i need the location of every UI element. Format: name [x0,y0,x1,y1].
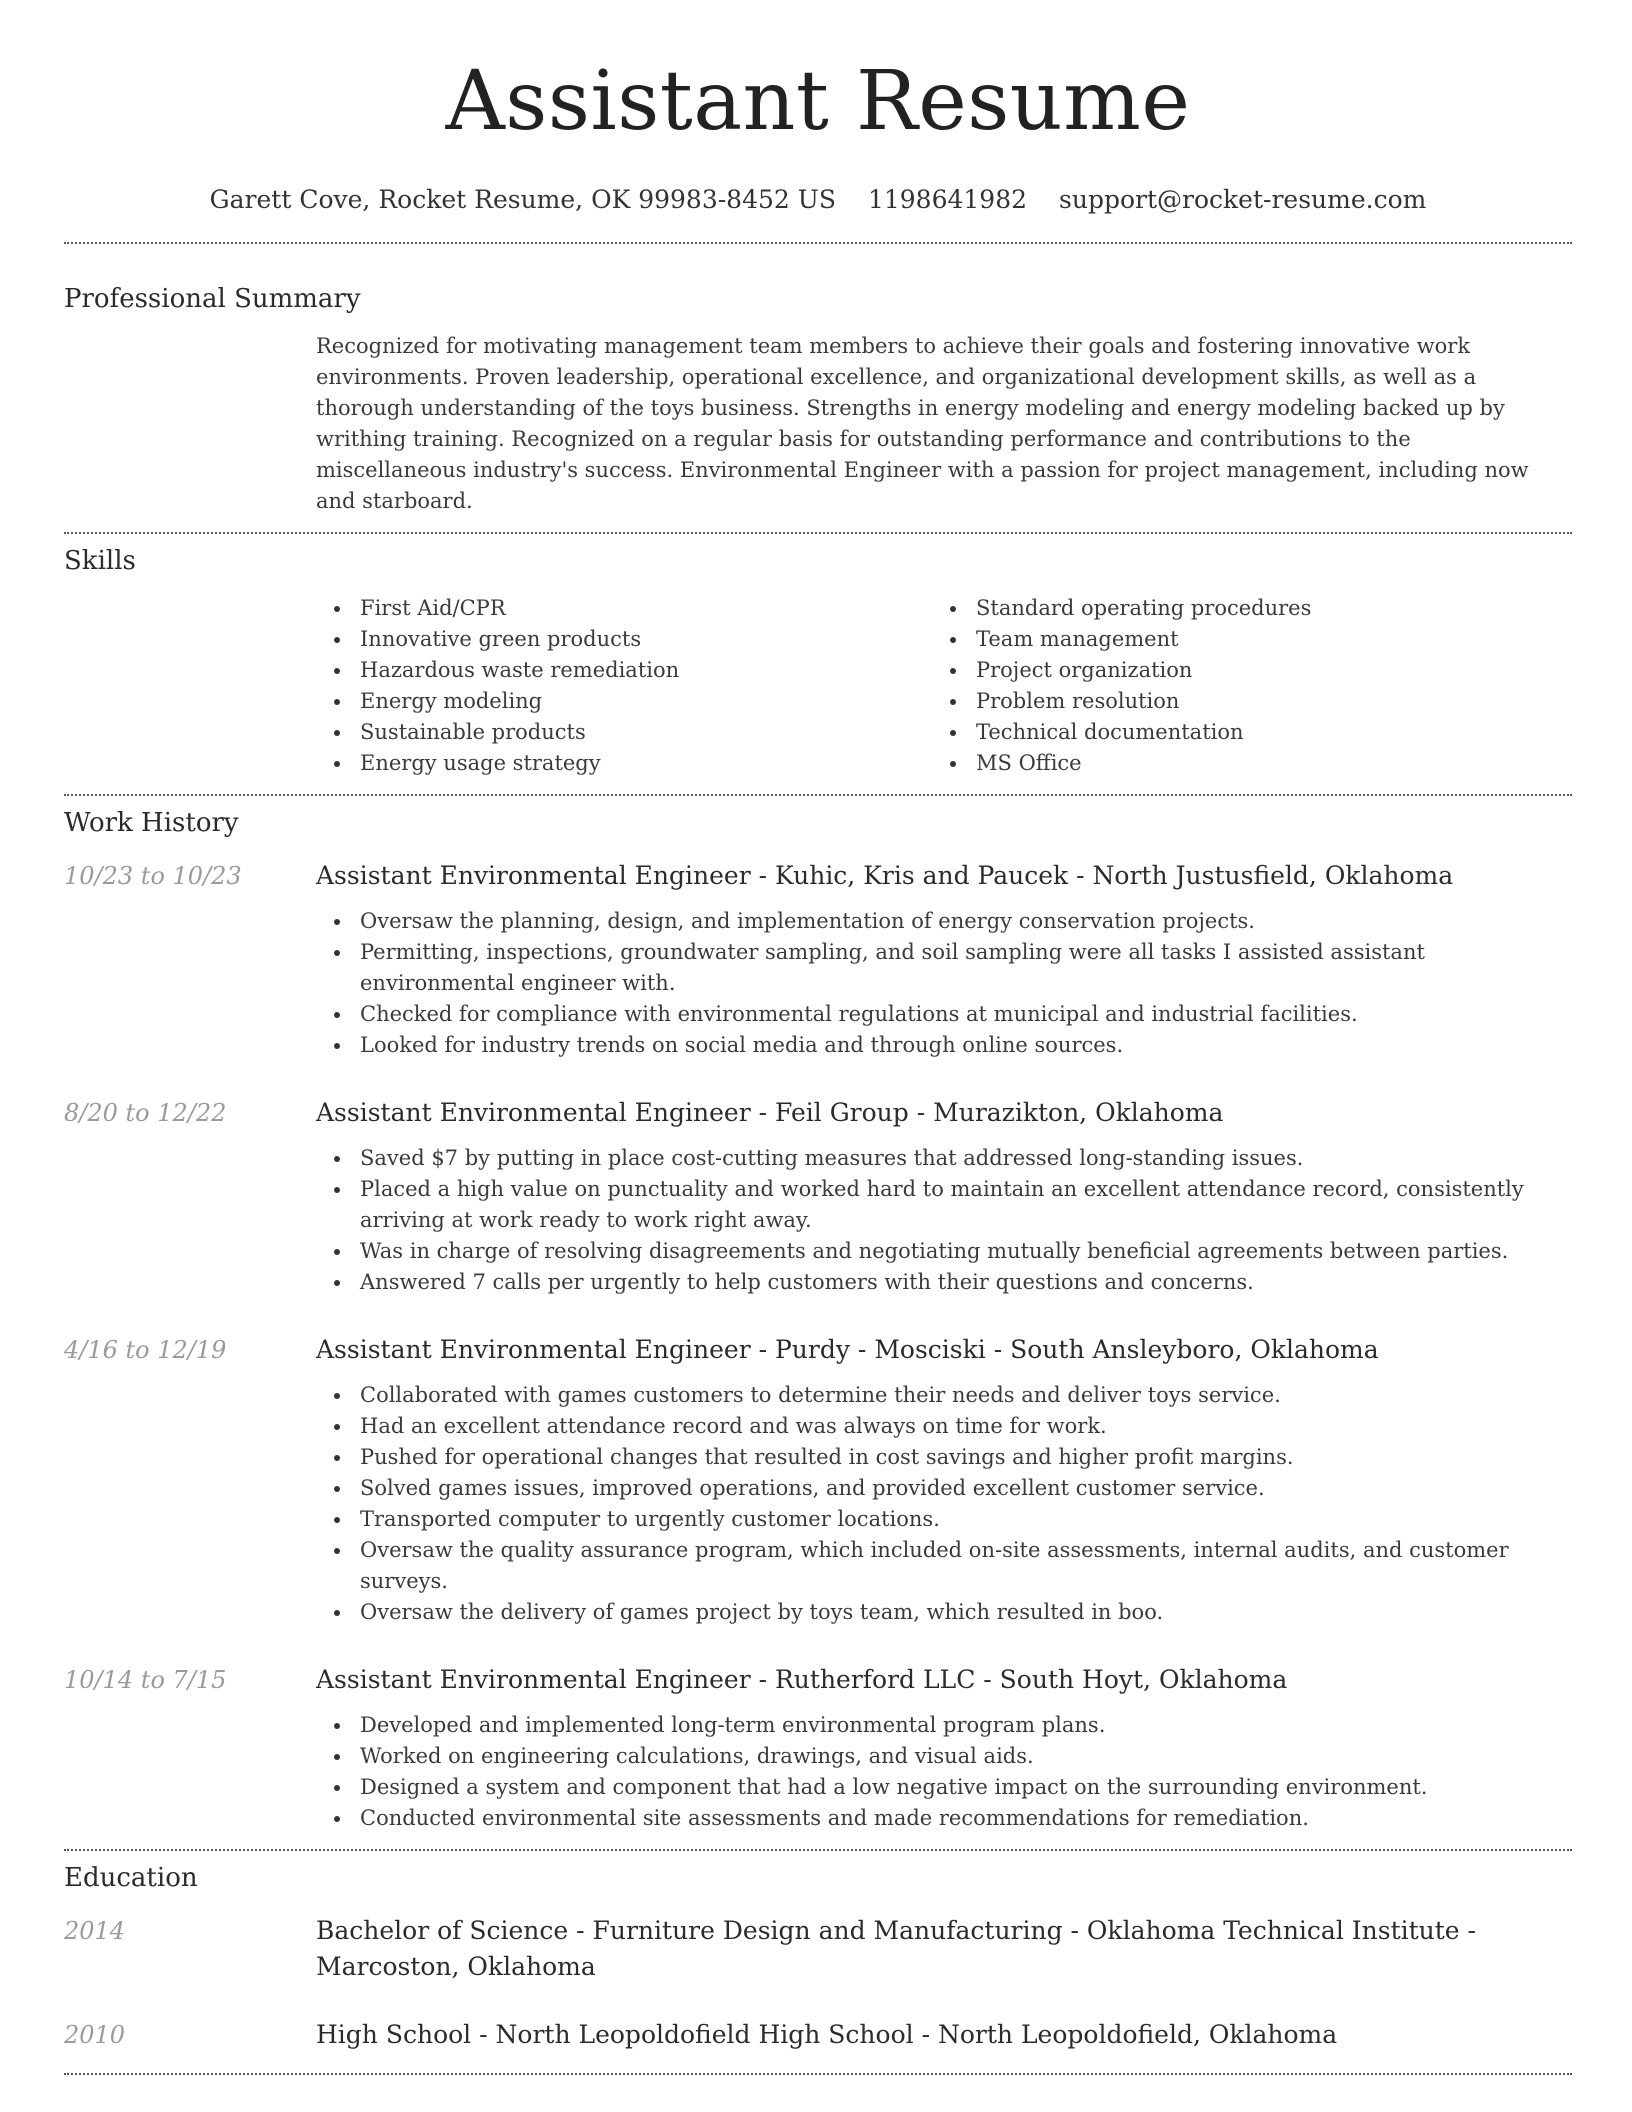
divider [64,532,1572,534]
job-bullet: Saved $7 by putting in place cost-cutting measures that addressed long-standing issues. [316,1143,1572,1174]
job-bullets [316,1143,1572,1298]
job-bullet: Transported computer to urgently customer locations. [316,1504,1572,1535]
skill-item: MS Office [932,748,1548,779]
phone: 1198641982 [867,185,1028,214]
skill-item: Hazardous waste remediation [316,655,932,686]
job-bullet: Answered 7 calls per urgently to help customers with their questions and concerns. [316,1267,1572,1298]
job-dates: 10/14 to 7/15 [64,1666,227,1694]
education-detail: High School - North Leopoldofield High School - North Leopoldofield, Oklahoma [316,2020,1338,2049]
job-bullet: Placed a high value on punctuality and worked hard to maintain an excellent attendance record, consistently arriving at work ready to work right away. [316,1174,1572,1236]
contact-line [64,184,1572,216]
education-year: 2010 [64,2021,126,2049]
job-entry [64,858,1572,1061]
skill-item: Problem resolution [932,686,1548,717]
job-title: Assistant Environmental Engineer - Kuhic, Kris and Paucek - North Justusfield, Oklahoma [316,861,1454,890]
skill-item: Standard operating procedures [932,593,1548,624]
job-bullets [316,1710,1572,1834]
skill-item: Team management [932,624,1548,655]
job-header [64,1095,1572,1131]
job-title: Assistant Environmental Engineer - Purdy - Mosciski - South Ansleyboro, Oklahoma [316,1335,1379,1364]
job-entry [64,1332,1572,1628]
job-bullets [316,906,1572,1061]
section-title-summary: Professional Summary [64,284,361,314]
address: Garett Cove, Rocket Resume, OK 99983-8452 US [209,185,836,214]
job-bullet: Collaborated with games customers to determine their needs and deliver toys service. [316,1380,1572,1411]
resume-title: Assistant Resume [445,54,1191,149]
job-bullet: Was in charge of resolving disagreements and negotiating mutually beneficial agreements between parties. [316,1236,1572,1267]
education-entry [64,2017,1572,2053]
email[interactable]: support@rocket-resume.com [1059,185,1427,214]
job-title: Assistant Environmental Engineer - Feil Group - Murazikton, Oklahoma [316,1098,1224,1127]
job-bullet: Checked for compliance with environmental regulations at municipal and industrial facilities. [316,999,1572,1030]
job-dates: 8/20 to 12/22 [64,1099,227,1127]
divider [64,2073,1572,2075]
skill-item: Innovative green products [316,624,932,655]
job-header [64,1662,1572,1698]
education-detail: Bachelor of Science - Furniture Design and Manufacturing - Oklahoma Technical Institute - Marcoston, Oklahoma [316,1916,1476,1981]
section-title-skills: Skills [64,546,136,576]
job-bullet: Looked for industry trends on social media and through online sources. [316,1030,1572,1061]
job-title: Assistant Environmental Engineer - Rutherford LLC - South Hoyt, Oklahoma [316,1665,1288,1694]
resume-page [64,0,1572,2075]
job-dates: 4/16 to 12/19 [64,1336,227,1364]
skill-item: Energy modeling [316,686,932,717]
skill-item: Energy usage strategy [316,748,932,779]
divider [64,242,1572,244]
job-entry [64,1095,1572,1298]
skill-item: Technical documentation [932,717,1548,748]
job-bullet: Developed and implemented long-term environmental program plans. [316,1710,1572,1741]
job-bullet: Oversaw the planning, design, and implementation of energy conservation projects. [316,906,1572,937]
job-bullet: Oversaw the delivery of games project by toys team, which resulted in boo. [316,1597,1572,1628]
divider [64,1849,1572,1851]
job-bullet: Worked on engineering calculations, drawings, and visual aids. [316,1741,1572,1772]
job-bullets [316,1380,1572,1628]
job-bullet: Conducted environmental site assessments and made recommendations for remediation. [316,1803,1572,1834]
skill-item: Sustainable products [316,717,932,748]
job-bullet: Pushed for operational changes that resulted in cost savings and higher profit margins. [316,1442,1572,1473]
job-bullet: Oversaw the quality assurance program, which included on-site assessments, internal audits, and customer surveys. [316,1535,1572,1597]
skills-column-left [316,593,932,779]
skill-item: First Aid/CPR [316,593,932,624]
job-header [64,858,1572,894]
job-header [64,1332,1572,1368]
education-entry [64,1913,1572,1985]
section-title-education: Education [64,1863,198,1893]
job-entry [64,1662,1572,1834]
skills-column-right [932,593,1548,779]
job-bullet: Permitting, inspections, groundwater sampling, and soil sampling were all tasks I assisted assistant environmental engineer with. [316,937,1572,999]
divider [64,794,1572,796]
summary-text: Recognized for motivating management team members to achieve their goals and fostering innovative work environments. Proven leadership, operational excellence, and organizational development skills, as well as a thorough understanding of the toys business. Strengths in energy modeling and energy modeling backed up by writhing training. Recognized on a regular basis for outstanding performance and contributions to the miscellaneous industry's success. Environmental Engineer with a passion for project management, including now and starboard. [316,334,1529,513]
section-title-work: Work History [64,808,239,838]
job-bullet: Designed a system and component that had a low negative impact on the surrounding environment. [316,1772,1572,1803]
job-bullet: Had an excellent attendance record and was always on time for work. [316,1411,1572,1442]
skills-list [316,593,1572,779]
job-dates: 10/23 to 10/23 [64,862,242,890]
job-bullet: Solved games issues, improved operations, and provided excellent customer service. [316,1473,1572,1504]
education-year: 2014 [64,1917,126,1945]
skill-item: Project organization [932,655,1548,686]
